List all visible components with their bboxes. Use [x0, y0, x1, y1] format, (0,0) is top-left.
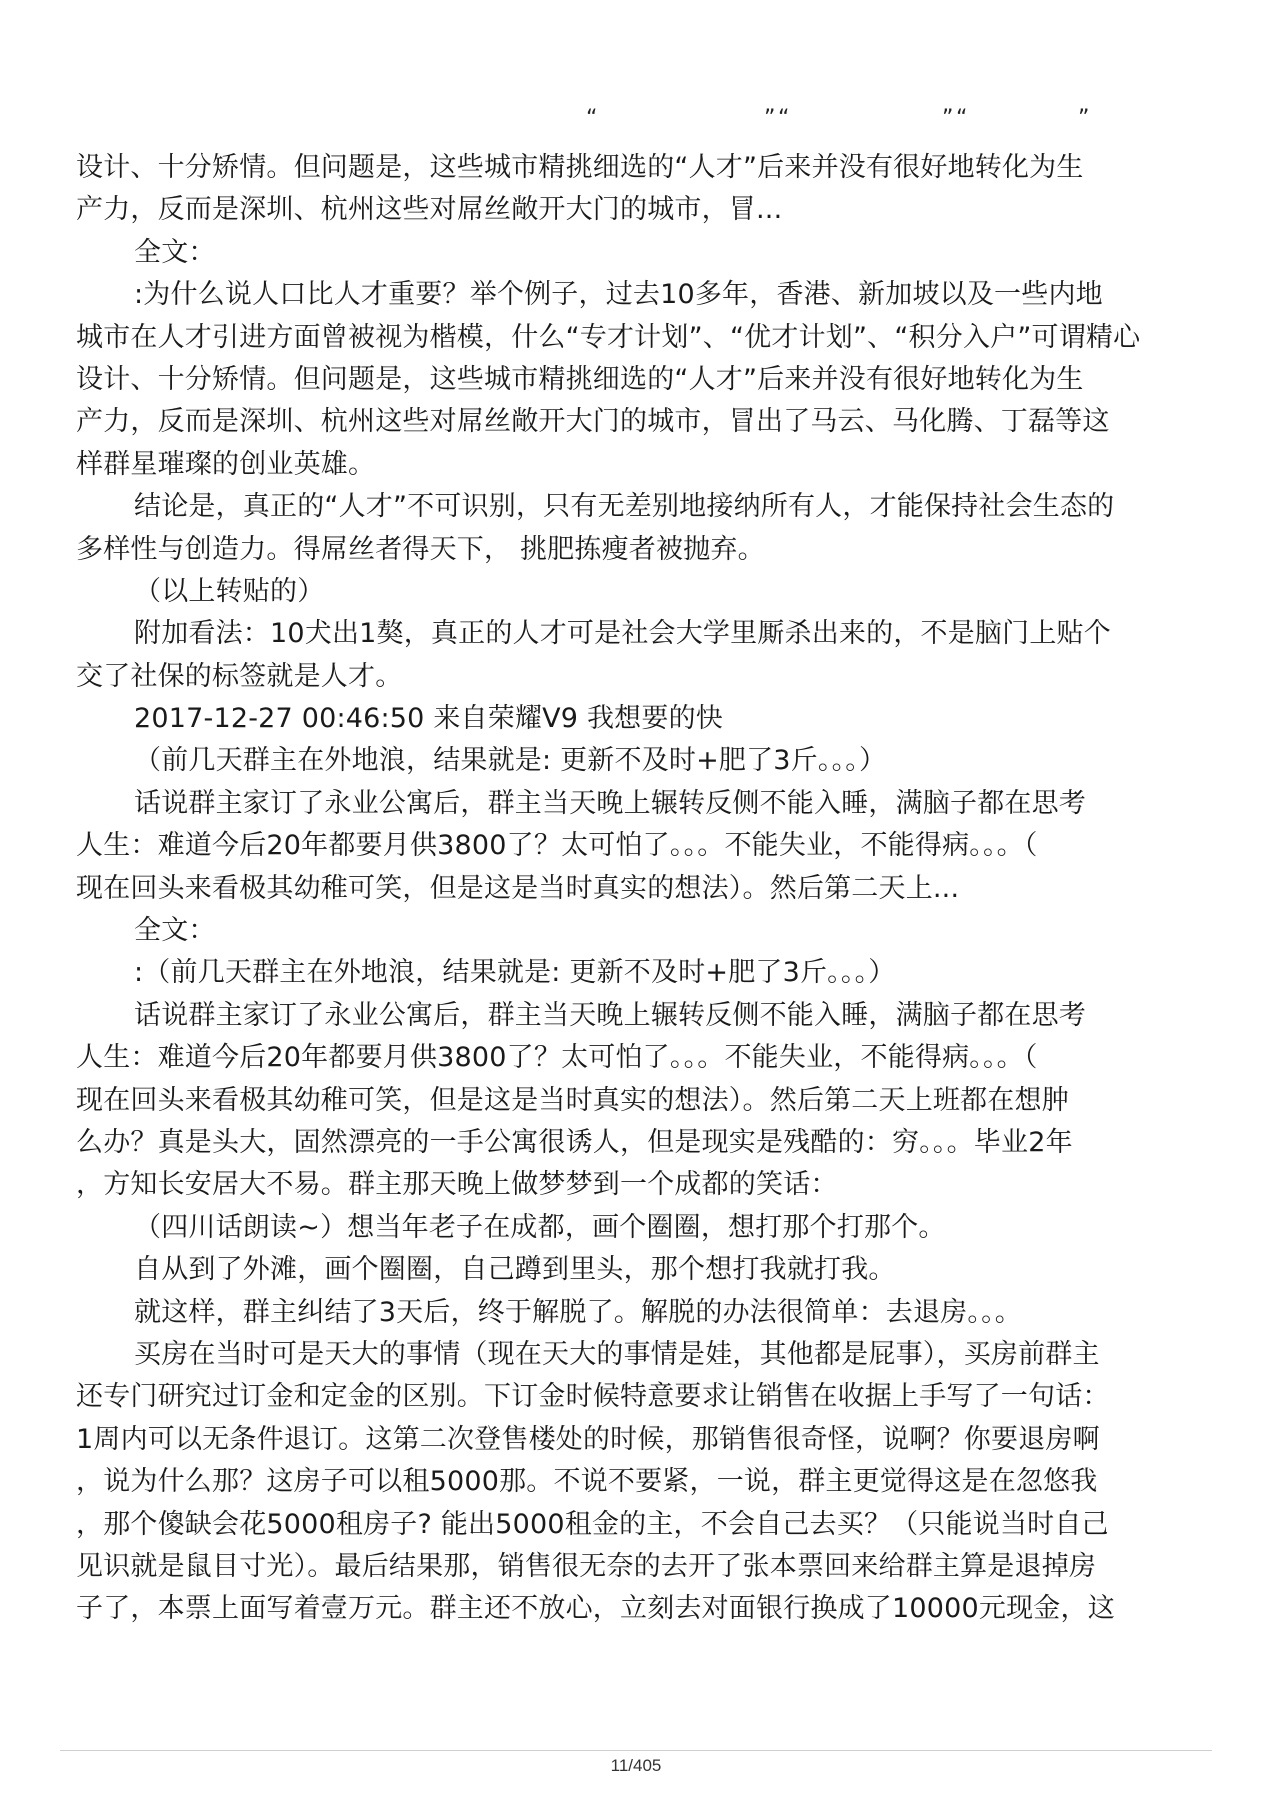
text-line: 么办？真是头大，固然漂亮的一手公寓很诱人，但是现实是残酷的：穷。。。毕业2年: [76, 1126, 1073, 1158]
quote-mark: ”: [1078, 106, 1090, 131]
text-line: 附加看法：10犬出1獒，真正的人才可是社会大学里厮杀出来的，不是脑门上贴个: [134, 618, 1111, 650]
text-line: 1周内可以无条件退订。这第二次登售楼处的时候，那销售很奇怪，说啊？你要退房啊: [76, 1423, 1100, 1455]
body-text: [76, 147, 1210, 1631]
text-line: 城市在人才引进方面曾被视为楷模，什么“专才计划”、“优才计划”、“积分入户”可谓精心: [76, 321, 1141, 353]
text-line: 设计、十分矫情。但问题是，这些城市精挑细选的“人才”后来并没有很好地转化为生: [76, 363, 1084, 395]
text-line: 现在回头来看极其幼稚可笑，但是这是当时真实的想法）。然后第二天上班都在想肿: [76, 1084, 1069, 1116]
text-line: （以上转贴的）: [134, 575, 325, 607]
footer-divider: [60, 1750, 1212, 1751]
text-line: 2017-12-27 00:46:50 来自荣耀V9 我想要的快: [134, 703, 723, 735]
text-line: 全文：: [134, 915, 216, 947]
text-line: ，那个傻缺会花5000租房子? 能出5000租金的主，不会自己去买？（只能说当时自己: [76, 1508, 1109, 1540]
text-line: （前几天群主在外地浪，结果就是: 更新不及时+肥了3斤。。。）: [134, 745, 887, 777]
quote-mark: ”: [942, 106, 954, 131]
text-line: 现在回头来看极其幼稚可笑，但是这是当时真实的想法）。然后第二天上...: [76, 872, 960, 904]
text-line: ，说为什么那？这房子可以租5000那。不说不要紧，一说，群主更觉得这是在忽悠我: [76, 1466, 1098, 1498]
text-line: 就这样，群主纠结了3天后，终于解脱了。解脱的办法很简单：去退房。。。: [134, 1296, 1022, 1328]
text-line: 自从到了外滩，画个圈圈，自己蹲到里头，那个想打我就打我。: [134, 1254, 896, 1286]
page-number: 11/405: [610, 1756, 662, 1775]
text-line: 话说群主家订了永业公寓后，群主当天晚上辗转反侧不能入睡，满脑子都在思考: [134, 787, 1086, 819]
orphan-quote-marks: [0, 108, 1272, 138]
text-line: 见识就是鼠目寸光）。最后结果那，销售很无奈的去开了张本票回来给群主算是退掉房: [76, 1550, 1097, 1582]
text-line: 人生：难道今后20年都要月供3800了？太可怕了。。。不能失业，不能得病。。。（: [76, 830, 1038, 862]
text-line: ，方知长安居大不易。群主那天晚上做梦梦到一个成都的笑话：: [76, 1169, 838, 1201]
quote-mark: “: [778, 106, 790, 131]
text-line: 设计、十分矫情。但问题是，这些城市精挑细选的“人才”后来并没有很好地转化为生: [76, 152, 1084, 183]
text-line: 样群星璀璨的创业英雄。: [76, 448, 376, 480]
text-line: 结论是，真正的“人才”不可识别，只有无差别地接纳所有人，才能保持社会生态的: [134, 491, 1115, 523]
text-line: :为什么说人口比人才重要？举个例子，过去10多年，香港、新加坡以及一些内地: [134, 279, 1103, 311]
text-line: 产力，反而是深圳、杭州这些对屌丝敞开大门的城市，冒出了马云、马化腾、丁磊等这: [76, 406, 1110, 438]
quote-mark: ”: [764, 106, 776, 131]
text-line: 话说群主家订了永业公寓后，群主当天晚上辗转反侧不能入睡，满脑子都在思考: [134, 999, 1086, 1031]
quote-mark: “: [586, 106, 598, 131]
text-line: 买房在当时可是天大的事情（现在天大的事情是娃，其他都是屁事），买房前群主: [134, 1338, 1100, 1370]
text-line: 产力，反而是深圳、杭州这些对屌丝敞开大门的城市，冒...: [76, 194, 783, 226]
text-line: :（前几天群主在外地浪，结果就是: 更新不及时+肥了3斤。。。）: [134, 957, 896, 989]
text-line: （四川话朗读~）想当年老子在成都，画个圈圈，想打那个打那个。: [134, 1211, 946, 1243]
text-line: 子了，本票上面写着壹万元。群主还不放心，立刻去对面银行换成了10000元现金，这: [76, 1593, 1115, 1625]
text-line: 多样性与创造力。得屌丝者得天下， 挑肥拣瘦者被抛弃。: [76, 533, 765, 565]
text-line: 全文：: [134, 236, 216, 268]
quote-mark: “: [956, 106, 968, 131]
text-line: 还专门研究过订金和定金的区别。下订金时候特意要求让销售在收据上手写了一句话：: [76, 1381, 1110, 1413]
text-line: 交了社保的标签就是人才。: [76, 660, 403, 692]
text-line: 人生：难道今后20年都要月供3800了？太可怕了。。。不能失业，不能得病。。。（: [76, 1042, 1038, 1074]
